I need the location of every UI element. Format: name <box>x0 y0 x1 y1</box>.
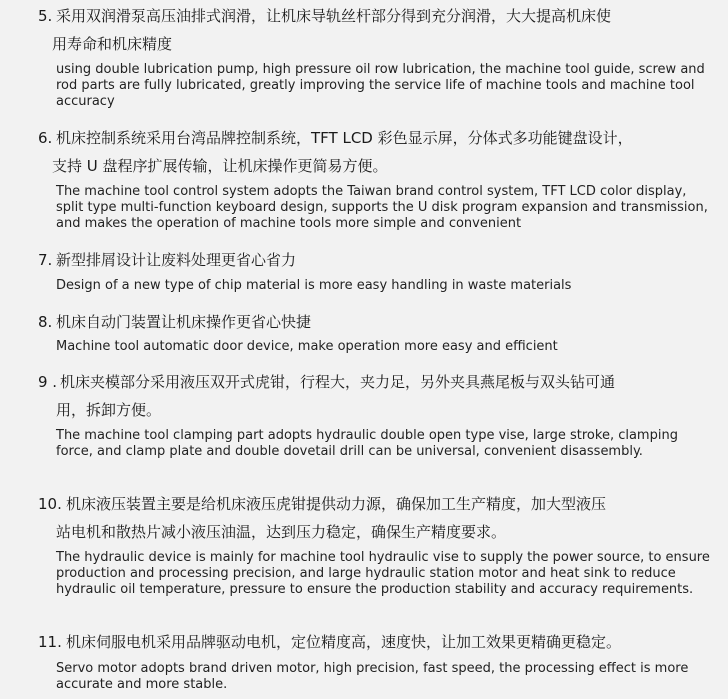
feature-title-zh-line2: 站电机和散热片减小液压油温，达到压力稳定，确保生产精度要求。 <box>56 523 507 541</box>
feature-title-zh-line1: 机床自动门装置让机床操作更省心快捷 <box>56 313 312 331</box>
feature-number: 9 . <box>38 373 58 391</box>
feature-number: 7. <box>38 251 53 269</box>
feature-description-en: using double lubrication pump, high pressure oil row lubrication, the machine tool guide, screw and rod parts are fully lubricated, greatly improving the service life of machine tools and machine tool accuracy <box>56 62 705 109</box>
feature-title-zh-line1: 新型排屑设计让废料处理更省心省力 <box>56 251 297 269</box>
feature-description-en: The machine tool control system adopts the Taiwan brand control system, TFT LCD color display, split type multi-function keyboard design, supports the U disk program expansion and transmission, and makes the operation of machine tools more simple and convenient <box>56 184 708 231</box>
feature-title-zh-line1: 机床液压装置主要是给机床液压虎钳提供动力源，确保加工生产精度，加大型液压 <box>66 495 607 513</box>
feature-number: 6. <box>38 129 53 147</box>
feature-description-en: Servo motor adopts brand driven motor, high precision, fast speed, the processing effect is more accurate and more stable. <box>56 661 689 692</box>
feature-number: 5. <box>38 7 53 25</box>
feature-description-en: Design of a new type of chip material is more easy handling in waste materials <box>56 278 572 293</box>
feature-title-zh-line1: 机床控制系统采用台湾品牌控制系统，TFT LCD 彩色显示屏，分体式多功能键盘设计， <box>56 129 633 147</box>
feature-number: 8. <box>38 313 53 331</box>
feature-number: 11. <box>38 633 62 651</box>
feature-title-zh-line1: 采用双润滑泵高压油排式润滑，让机床导轨丝杆部分得到充分润滑，大大提高机床使 <box>56 7 612 25</box>
feature-title-zh-line2: 用寿命和机床精度 <box>52 35 173 53</box>
feature-title-zh-line2: 支持 U 盘程序扩展传输，让机床操作更简易方便。 <box>52 157 388 175</box>
feature-description-en: The hydraulic device is mainly for machine tool hydraulic vise to supply the power source, to ensure production and processing precision, and large hydraulic station motor and heat sink to reduce hydraulic oil temperature, pressure to ensure the production stability and accuracy requirements. <box>56 550 710 597</box>
feature-description-en: Machine tool automatic door device, make operation more easy and efficient <box>56 339 558 354</box>
feature-title-zh-line1: 机床夹模部分采用液压双开式虎钳，行程大，夹力足，另外夹具燕尾板与双头钻可通 <box>60 373 616 391</box>
feature-title-zh-line2: 用，拆卸方便。 <box>56 401 162 419</box>
feature-number: 10. <box>38 495 62 513</box>
feature-title-zh-line1: 机床伺服电机采用品牌驱动电机，定位精度高，速度快，让加工效果更精确更稳定。 <box>66 633 622 651</box>
feature-description-en: The machine tool clamping part adopts hydraulic double open type vise, large stroke, clamping force, and clamp plate and double dovetail drill can be universal, convenient disassembly. <box>56 428 678 459</box>
